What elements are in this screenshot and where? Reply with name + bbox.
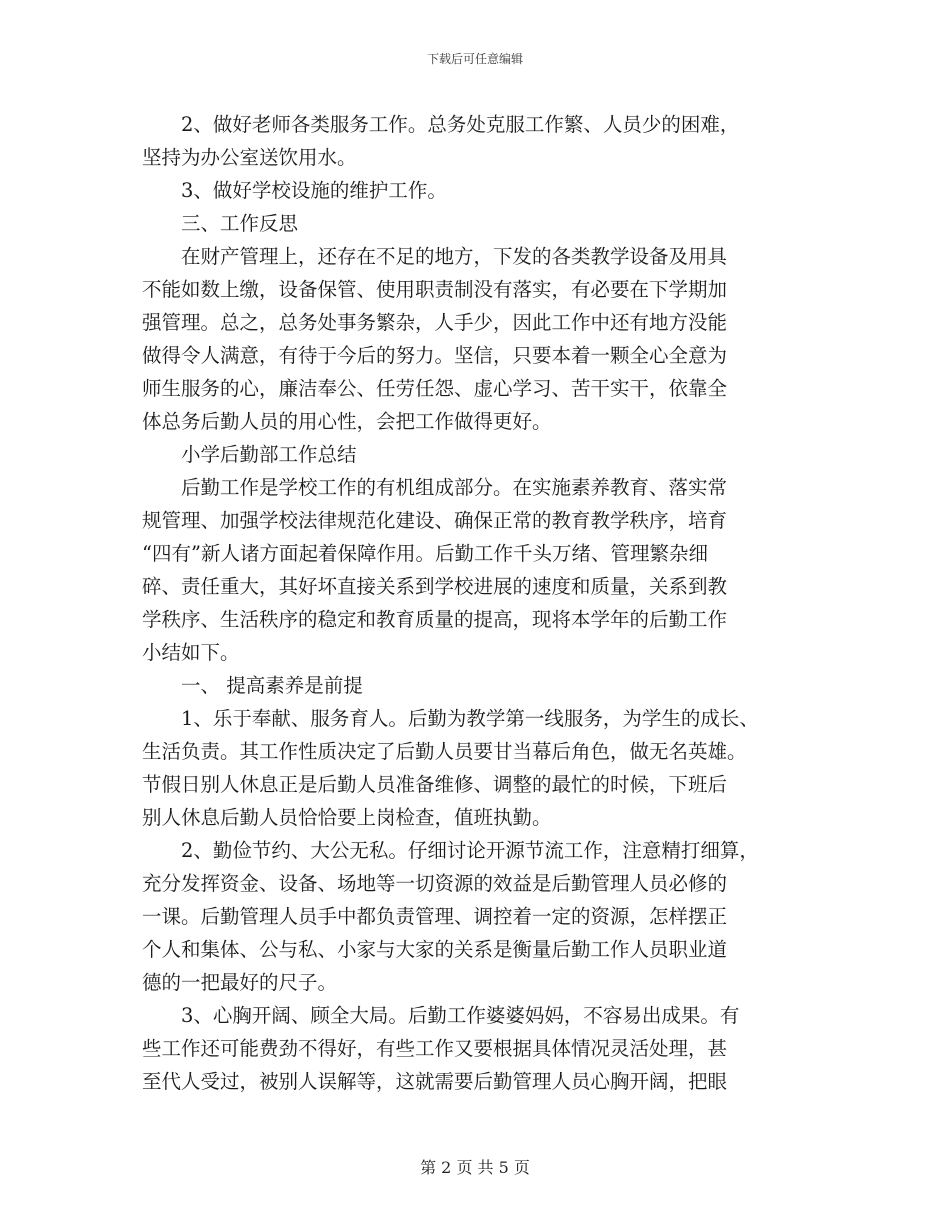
body-line: 后勤工作是学校工作的有机组成部分。在实施素养教育、落实常	[142, 476, 728, 499]
page-header: 下载后可任意编辑	[426, 52, 523, 66]
body-line: 学秩序、生活秩序的稳定和教育质量的提高，现将本学年的后勤工作	[142, 608, 728, 631]
body-line: 2、勤俭节约、大公无私。仔细讨论开源节流工作，注意精打细算，	[142, 839, 759, 862]
body-line: 强管理。总之，总务处事务繁杂，人手少，因此工作中还有地方没能	[142, 311, 728, 334]
body-line: 坚持为办公室送饮用水。	[142, 146, 357, 169]
page-footer: 第 2 页 共 5 页	[420, 1158, 530, 1177]
body-line: 生活负责。其工作性质决定了后勤人员要甘当幕后角色，做无名英雄。	[142, 740, 747, 763]
body-line: 规管理、加强学校法律规范化建设、确保正常的教育教学秩序，培育	[142, 509, 728, 532]
body-line: 些工作还可能费劲不得好，有些工作又要根据具体情况灵活处理，甚	[142, 1037, 728, 1060]
body-line: 3、做好学校设施的维护工作。	[142, 179, 447, 202]
body-line: 做得令人满意，有待于今后的努力。坚信，只要本着一颗全心全意为	[142, 344, 728, 367]
body-line: 在财产管理上，还存在不足的地方，下发的各类教学设备及用具	[142, 245, 728, 268]
body-line: 个人和集体、公与私、小家与大家的关系是衡量后勤工作人员职业道	[142, 938, 728, 961]
body-line: 一课。后勤管理人员手中都负责管理、调控着一定的资源，怎样摆正	[142, 905, 728, 928]
body-line: 体总务后勤人员的用心性，会把工作做得更好。	[142, 410, 552, 433]
body-line: 不能如数上缴，设备保管、使用职责制没有落实，有必要在下学期加	[142, 278, 728, 301]
document-title: 小学后勤部工作总结	[142, 443, 357, 466]
body-line: 别人休息后勤人员恰恰要上岗检查，值班执勤。	[142, 806, 552, 829]
body-line: 节假日别人休息正是后勤人员准备维修、调整的最忙的时候，下班后	[142, 773, 728, 796]
body-line: 至代人受过，被别人误解等，这就需要后勤管理人员心胸开阔，把眼	[142, 1070, 728, 1093]
body-line: 碎、责任重大，其好坏直接关系到学校进展的速度和质量，关系到教	[142, 575, 728, 598]
body-line: 3、心胸开阔、顾全大局。后勤工作婆婆妈妈，不容易出成果。有	[142, 1004, 740, 1027]
section-heading: 三、工作反思	[142, 212, 299, 235]
document-body	[142, 108, 812, 1098]
body-line: 1、乐于奉献、服务育人。后勤为教学第一线服务，为学生的成长、	[142, 707, 759, 730]
body-line: 师生服务的心，廉洁奉公、任劳任怨、虚心学习、苦干实干，依靠全	[142, 377, 728, 400]
body-line: “四有”新人诸方面起着保障作用。后勤工作千头万绪、管理繁杂细	[142, 542, 708, 565]
body-line: 德的一把最好的尺子。	[142, 971, 338, 994]
body-line: 小结如下。	[142, 641, 240, 664]
body-line: 充分发挥资金、设备、场地等一切资源的效益是后勤管理人员必修的	[142, 872, 728, 895]
body-line: 2、做好老师各类服务工作。总务处克服工作繁、人员少的困难，	[142, 113, 740, 136]
section-heading: 一、 提高素养是前提	[142, 674, 363, 697]
